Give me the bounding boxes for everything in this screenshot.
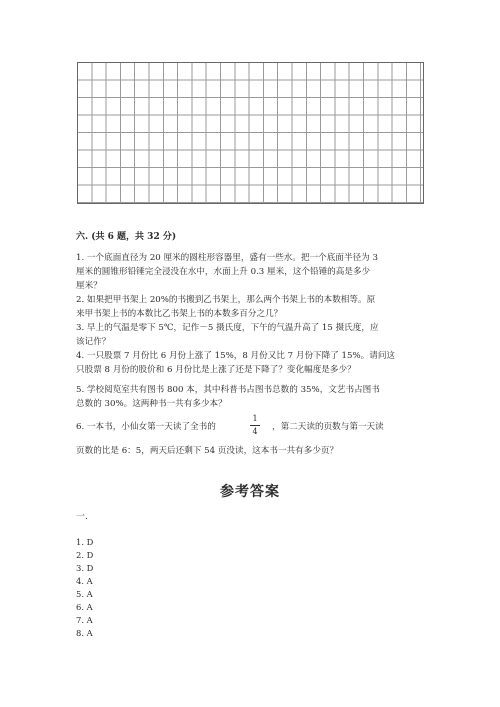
writing-grid <box>77 62 424 204</box>
answer-item: 1. D <box>76 537 94 547</box>
question-3-line-2: 该记作？ <box>76 337 111 347</box>
question-6-line-1-end: ，第二天读的页数与第一天读 <box>272 422 384 432</box>
fraction-numerator: 1 <box>252 414 258 423</box>
answer-item: 4. A <box>76 576 93 586</box>
question-3-line-1: 3. 早上的气温是零下 5℃，记作－5 摄氏度，下午的气温升高了 15 摄氏度，应 <box>76 323 379 333</box>
question-1-line-1: 1. 一个底面直径为 20 厘米的圆柱形容器里，盛有一些水。把一个底面半径为 3 <box>76 253 378 263</box>
answer-item: 7. A <box>76 615 93 625</box>
question-4-line-1: 4. 一只股票 7 月份比 6 月份上涨了 15%，8 月份又比 7 月份下降了 15%。请问这 <box>76 351 396 361</box>
answer-item: 6. A <box>76 602 93 612</box>
answer-item: 2. D <box>76 550 94 560</box>
section-title: 六. (共 6 题，共 32 分) <box>76 232 177 242</box>
question-2-line-1: 2. 如果把甲书架上 20%的书搬到乙书架上，那么两个书架上书的本数相等。原 <box>76 295 376 305</box>
fraction-bar <box>250 425 260 426</box>
fraction-denominator: 4 <box>252 427 258 436</box>
answers-title: 参考答案 <box>220 484 280 500</box>
answers-part-label: 一. <box>76 512 88 522</box>
question-6-line-1-start: 6. 一本书，小仙女第一天读了全书的 <box>76 422 216 432</box>
answer-item: 3. D <box>76 563 94 573</box>
answer-item: 8. A <box>76 628 93 638</box>
question-5-line-2: 总数的 30%。这两种书一共有多少本？ <box>76 399 227 409</box>
question-2-line-2: 来甲书架上书的本数比乙书架上书的本数多百分之几？ <box>76 309 283 319</box>
question-5-line-1: 5. 学校阅览室共有图书 800 本，其中科普书占图书总数的 35%，文艺书占图书 <box>76 385 380 395</box>
question-1-line-3: 厘米？ <box>76 281 102 291</box>
question-1-line-2: 厘米的圆锥形铅锤完全浸没在水中，水面上升 0.3 厘米，这个铅锤的高是多少 <box>76 267 371 277</box>
answer-item: 5. A <box>76 589 93 599</box>
question-4-line-2: 只股票 8 月份的股价和 6 月份比是上涨了还是下降了？变化幅度是多少？ <box>76 365 356 375</box>
question-6-line-2: 页数的比是 6：5，两天后还剩下 54 页没读，这本书一共有多少页？ <box>76 446 339 456</box>
